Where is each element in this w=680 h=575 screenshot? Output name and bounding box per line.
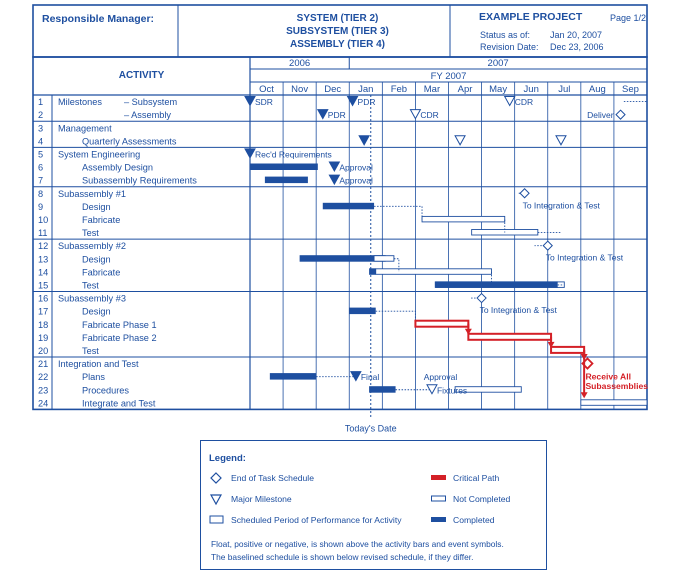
row-number: 12 xyxy=(38,241,49,252)
end-of-task-diamond-icon xyxy=(477,294,486,303)
milestone-triangle-icon xyxy=(410,110,420,119)
row-number: 14 xyxy=(38,267,49,278)
completed-bar xyxy=(349,308,375,315)
milestone-triangle-icon xyxy=(245,97,255,106)
completed-bar xyxy=(265,177,308,184)
month-label-sep: Sep xyxy=(622,84,639,95)
critical-path-bar xyxy=(468,334,551,340)
year-label-2006: 2006 xyxy=(289,58,311,69)
completed-bar xyxy=(369,268,376,275)
row-label: Fabricate xyxy=(82,267,121,278)
row-number: 8 xyxy=(38,188,44,199)
row-number: 7 xyxy=(38,175,44,186)
row-number: 2 xyxy=(38,110,44,121)
legend-label-scheduled-period: Scheduled Period of Performance for Activity xyxy=(231,515,402,525)
milestone-label: Approval xyxy=(339,175,373,186)
row-number: 9 xyxy=(38,201,44,212)
milestone-label: SDR xyxy=(255,97,273,108)
row-number: 16 xyxy=(38,293,49,304)
milestone-label: Rec'd Requirements xyxy=(255,149,332,160)
deliver-label: Deliver xyxy=(587,110,614,121)
fiscal-year-label: FY 2007 xyxy=(430,71,467,82)
subsystem-tier-3: SUBSYSTEM (TIER 3) xyxy=(286,26,389,37)
row-number: 20 xyxy=(38,345,49,356)
to-integration-label: To Integration & Test xyxy=(479,305,557,316)
row-label: Test xyxy=(82,345,99,356)
milestone-label: Fixtures xyxy=(436,385,468,396)
month-label-oct: Oct xyxy=(259,84,274,95)
legend-label-end-of-task: End of Task Schedule xyxy=(231,473,314,483)
project-title: EXAMPLE PROJECT xyxy=(479,11,583,23)
to-integration-label: To Integration & Test xyxy=(522,200,600,211)
row-number: 24 xyxy=(38,398,49,409)
page-number: Page 1/2 xyxy=(610,13,647,23)
row-number: 5 xyxy=(38,149,44,160)
legend-diamond-icon xyxy=(210,472,222,484)
row-label: Subassembly #2 xyxy=(58,241,126,252)
row-label: Quarterly Assessments xyxy=(82,136,177,147)
milestone-label: CDR xyxy=(420,110,439,121)
row-label: Design xyxy=(82,306,111,317)
year-label-2007: 2007 xyxy=(487,58,509,69)
end-of-task-diamond-icon xyxy=(543,241,552,250)
row-number: 23 xyxy=(38,385,49,396)
row-label: Design xyxy=(82,201,111,212)
end-of-task-diamond-icon xyxy=(520,189,529,198)
milestone-triangle-icon xyxy=(351,372,361,381)
legend-open-rect-icon xyxy=(209,515,225,525)
row-label: Fabricate Phase 1 xyxy=(82,319,157,330)
milestone-triangle-icon xyxy=(505,97,515,106)
legend-note-baseline: The baselined schedule is shown below revised schedule, if they differ. xyxy=(211,552,474,562)
float-connector xyxy=(374,206,422,219)
legend-completed-icon xyxy=(431,516,447,524)
completed-bar xyxy=(435,281,557,288)
not-completed-bar xyxy=(422,216,505,222)
milestone-triangle-icon xyxy=(427,385,437,394)
month-label-may: May xyxy=(489,84,508,95)
revision-label: Revision Date: xyxy=(480,42,539,52)
legend-note-float: Float, positive or negative, is shown above the activity bars and event symbols. xyxy=(211,539,504,549)
row-number: 3 xyxy=(38,123,44,134)
not-completed-bar xyxy=(581,400,647,406)
row-label: Fabricate xyxy=(82,214,121,225)
legend-label-critical-path: Critical Path xyxy=(453,473,500,483)
to-integration-label: To Integration & Test xyxy=(545,252,624,263)
row-label: System Engineering xyxy=(58,149,141,160)
row-label: Subassembly #3 xyxy=(58,293,126,304)
row-sublabel: – Subsystem xyxy=(124,97,178,108)
milestone-triangle-icon xyxy=(329,175,339,184)
critical-path-bar xyxy=(551,347,584,353)
completed-bar xyxy=(323,203,374,210)
completed-bar xyxy=(300,255,386,262)
row-label: Subassembly Requirements xyxy=(82,175,197,186)
row-number: 21 xyxy=(38,359,49,370)
legend-not-completed-icon xyxy=(431,495,447,503)
row-sublabel: – Assembly xyxy=(124,110,171,121)
row-label: Subassembly #1 xyxy=(58,188,126,199)
status-date: Jan 20, 2007 xyxy=(550,30,603,40)
legend-box xyxy=(200,440,547,570)
legend-label-not-completed: Not Completed xyxy=(453,494,511,504)
month-label-feb: Feb xyxy=(390,84,408,95)
legend-title: Legend: xyxy=(209,453,246,464)
legend-label-major-milestone: Major Milestone xyxy=(231,494,292,504)
month-label-nov: Nov xyxy=(291,84,309,95)
receive-all-label: Subassemblies xyxy=(585,380,649,391)
row-number: 6 xyxy=(38,162,44,173)
milestone-label: PDR xyxy=(327,110,346,121)
legend-critical-path-icon xyxy=(431,474,447,482)
month-label-aug: Aug xyxy=(588,84,606,95)
milestone-triangle-icon xyxy=(556,136,566,145)
status-label: Status as of: xyxy=(480,30,531,40)
assembly-tier-4: ASSEMBLY (TIER 4) xyxy=(289,39,386,50)
completed-bar xyxy=(369,386,395,393)
todays-date-label: Today's Date xyxy=(344,423,397,434)
milestone-label: CDR xyxy=(514,97,534,108)
month-label-jan: Jan xyxy=(358,84,374,95)
milestone-triangle-icon xyxy=(245,149,255,158)
row-label: Plans xyxy=(82,372,105,383)
row-label: Test xyxy=(82,228,99,239)
activity-header: ACTIVITY xyxy=(118,70,165,81)
row-label: Assembly Design xyxy=(82,162,153,173)
revision-date: Dec 23, 2006 xyxy=(550,42,604,52)
row-number: 17 xyxy=(38,306,49,317)
milestone-triangle-icon xyxy=(359,136,369,145)
row-label: Management xyxy=(58,123,112,134)
approval-label: Approval xyxy=(423,372,458,383)
not-completed-bar xyxy=(376,269,492,275)
milestone-label: Approval xyxy=(339,162,373,173)
end-of-task-diamond-icon xyxy=(616,110,625,119)
row-label: Design xyxy=(82,254,111,265)
row-label: Integrate and Test xyxy=(82,398,156,409)
month-label-dec: Dec xyxy=(324,84,342,95)
completed-bar xyxy=(270,373,316,380)
row-label: Integration and Test xyxy=(58,359,139,370)
month-label-apr: Apr xyxy=(457,84,473,95)
critical-path-arrow-icon xyxy=(581,392,588,398)
not-completed-bar xyxy=(374,256,394,262)
row-number: 11 xyxy=(38,228,48,239)
milestone-label: PDR xyxy=(357,97,376,108)
row-label: Test xyxy=(82,280,99,291)
responsible-manager-label: Responsible Manager: xyxy=(42,13,155,25)
milestone-label: Final xyxy=(360,372,380,383)
milestone-triangle-icon xyxy=(329,162,339,171)
legend-label-completed: Completed xyxy=(453,515,495,525)
row-number: 10 xyxy=(38,214,49,225)
row-number: 19 xyxy=(38,332,49,343)
row-label: Fabricate Phase 2 xyxy=(82,332,157,343)
critical-path-bar xyxy=(415,321,468,327)
system-tier-2: SYSTEM (TIER 2) xyxy=(296,13,379,24)
row-number: 4 xyxy=(38,136,44,147)
row-number: 15 xyxy=(38,280,49,291)
month-label-jul: Jul xyxy=(558,84,571,95)
milestone-triangle-icon xyxy=(318,110,328,119)
row-label: Procedures xyxy=(82,385,129,396)
month-label-mar: Mar xyxy=(423,84,441,95)
receive-all-label: Receive All xyxy=(585,371,631,382)
row-label: Milestones xyxy=(58,97,102,108)
month-label-jun: Jun xyxy=(523,84,539,95)
milestone-triangle-icon xyxy=(455,136,465,145)
row-number: 1 xyxy=(38,97,44,108)
row-number: 13 xyxy=(38,254,49,265)
legend-triangle-icon xyxy=(210,494,222,506)
completed-bar xyxy=(250,164,318,171)
float-connector xyxy=(376,311,416,324)
row-number: 22 xyxy=(38,372,49,383)
row-number: 18 xyxy=(38,319,49,330)
header-frame xyxy=(33,5,647,57)
